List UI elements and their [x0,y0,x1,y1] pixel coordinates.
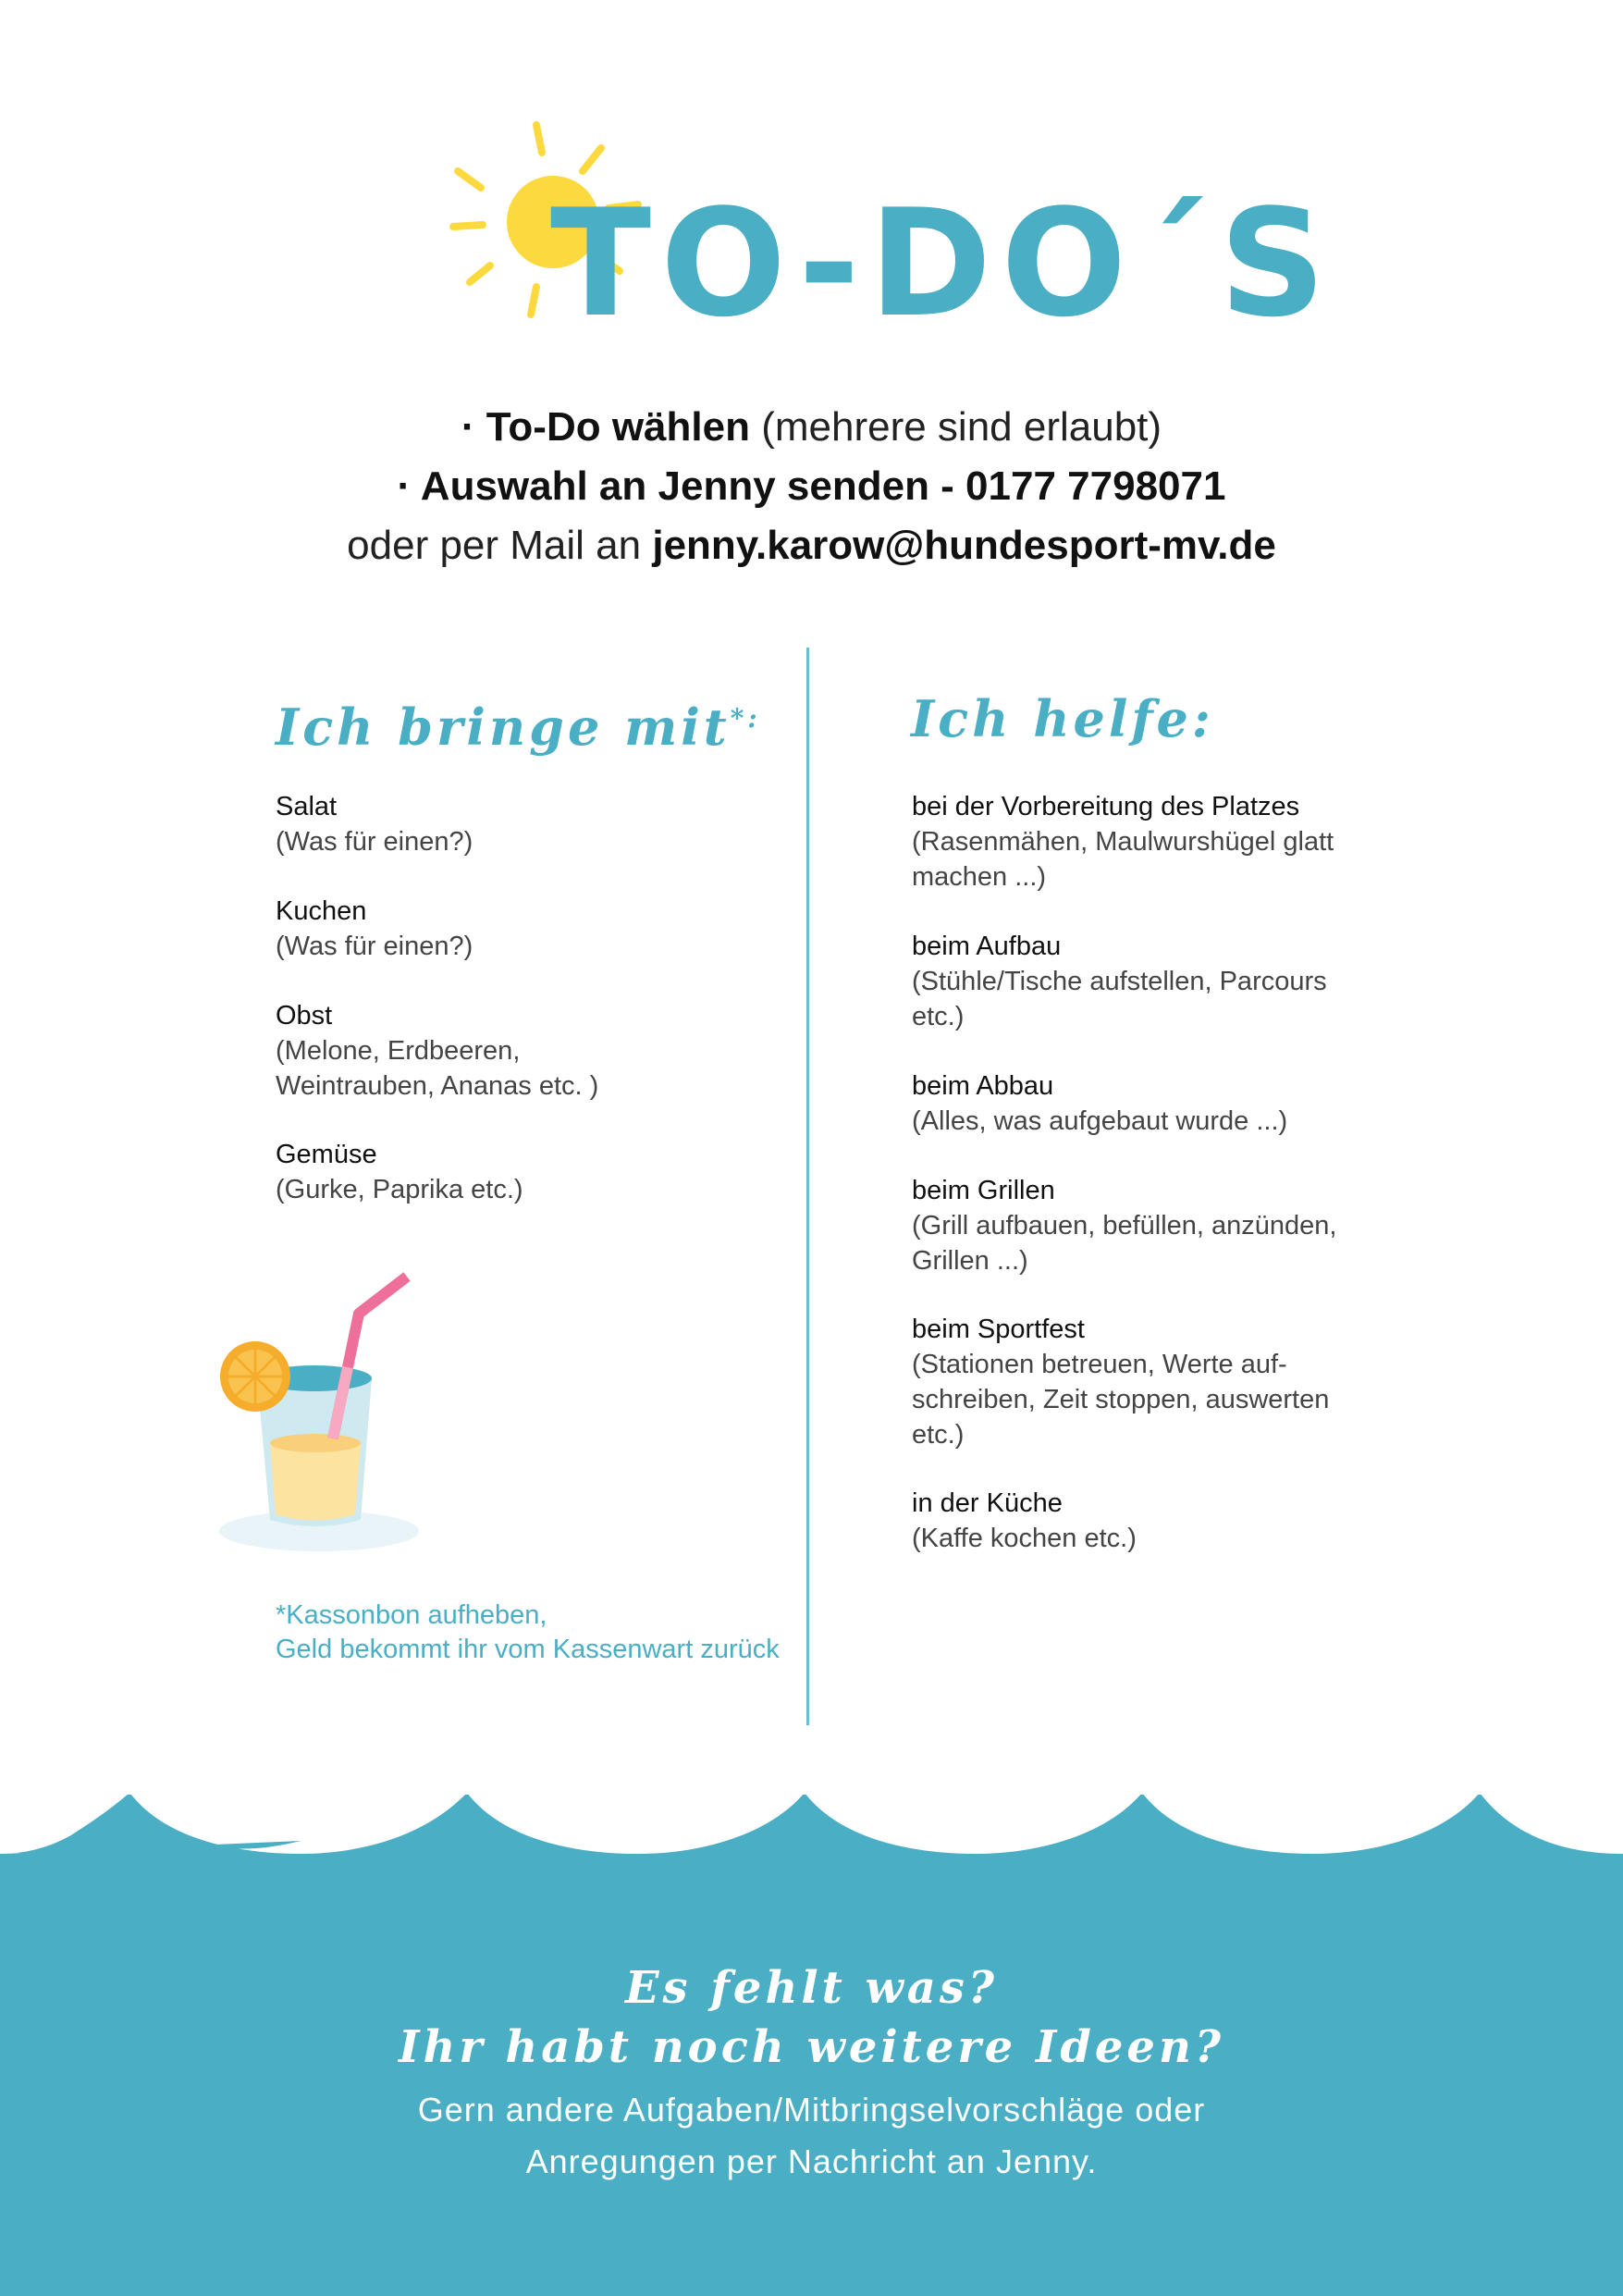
list-item [276,1137,756,1207]
left-heading-text: Ich bringe mit [276,697,731,757]
note-line-2: Geld bekommt ihr vom Kassenwart zurück [276,1635,780,1664]
list-item [912,1173,1356,1278]
drink-glass-icon [213,1272,435,1559]
item-title: Kuchen [276,896,367,926]
list-item [912,1486,1356,1556]
item-desc: (Gurke, Paprika etc.) [276,1175,523,1204]
intro-line-2 [0,457,1623,516]
intro-choose: · To-Do wählen [461,404,750,450]
item-title: beim Aufbau [912,932,1062,961]
list-item [912,1068,1356,1139]
item-desc: (Alles, was aufgebaut wurde ...) [912,1106,1288,1136]
intro-send-phone: · Auswahl an Jenny senden - 0177 7798071 [397,463,1226,509]
item-desc: (Stationen betreuen, Werte auf-schreiben, Zeit stoppen, auswerten etc.) [912,1350,1330,1450]
right-column-heading: Ich helfe: [911,689,1214,748]
list-item [276,789,756,859]
note-line-1: *Kassonbon aufheben, [276,1600,547,1630]
item-title: Salat [276,792,338,821]
intro-email-link[interactable]: jenny.karow@hundesport-mv.de [652,523,1276,568]
item-title: beim Abbau [912,1071,1054,1101]
page-title: TO-DO´S [550,177,1335,350]
item-title: beim Grillen [912,1176,1055,1205]
list-item [276,894,756,964]
footer-text-1: Gern andere Aufgaben/Mitbringselvorschläge oder [417,2091,1206,2129]
left-heading-mark: *: [730,703,761,734]
list-item [912,929,1356,1034]
item-title: Obst [276,1001,333,1031]
item-desc: (Was für einen?) [276,932,473,961]
intro-mail-label: oder per Mail an [347,523,642,568]
footer-heading-1: Es fehlt was? [624,1962,999,2014]
left-column-heading [276,686,761,759]
item-title: beim Sportfest [912,1315,1085,1344]
item-desc: (Was für einen?) [276,827,473,857]
item-title: Gemüse [276,1140,377,1169]
list-item [912,789,1356,895]
item-title: in der Küche [912,1488,1063,1518]
item-desc: (Grill aufbauen, befüllen, anzünden, Grillen ...) [912,1211,1337,1276]
intro-line-3 [0,516,1623,575]
receipt-note [276,1599,830,1667]
list-item [276,998,627,1104]
item-desc: (Melone, Erdbeeren, Weintrauben, Ananas etc. ) [276,1036,599,1101]
item-desc: (Stühle/Tische aufstellen, Parcours etc.) [912,967,1327,1031]
list-item [912,1312,1337,1452]
item-title: bei der Vorbereitung des Platzes [912,792,1300,821]
intro-line-1 [0,398,1623,457]
item-desc: (Kaffe kochen etc.) [912,1524,1137,1553]
item-desc: (Rasenmähen, Maulwurshügel glatt machen ...) [912,827,1334,892]
column-divider [806,648,809,1725]
intro-multiple-note: (mehrere sind erlaubt) [761,404,1162,450]
footer-text-2: Anregungen per Nachricht an Jenny. [525,2142,1098,2180]
footer-heading-2: Ihr habt noch weitere Ideen? [398,2021,1224,2073]
